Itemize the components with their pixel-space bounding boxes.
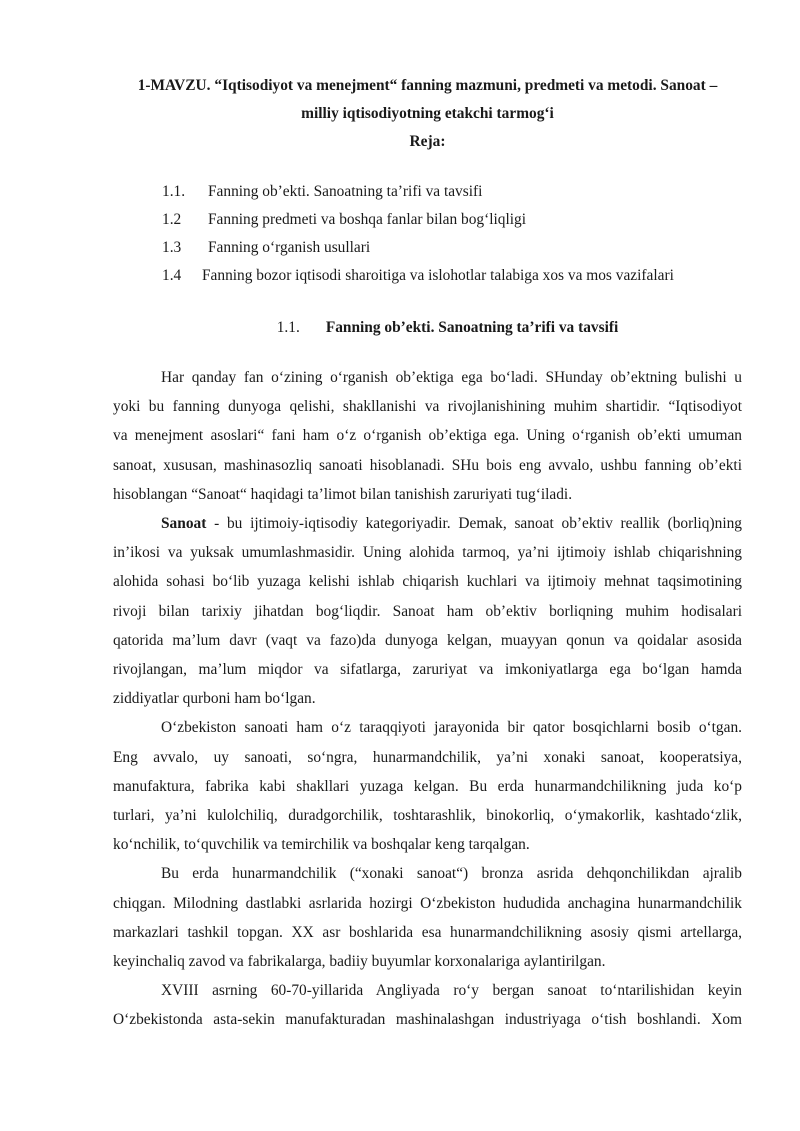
paragraph-line: rivoji bilan tarixiy jihatdan bog‘liqdir. Sanoat ham ob’ektiv borliqning muhim hodisalari xyxy=(113,602,742,620)
paragraph-line: Har qanday fan o‘zining o‘rganish ob’ektiga ega bo‘ladi. SHunday ob’ektning bulishi u xyxy=(161,369,742,386)
plan-heading: Reja: xyxy=(409,133,446,150)
paragraph-line: markazlari tashkil topgan. XX asr boshlarida esa hunarmandchilikning asosiy qismi artellarga, xyxy=(113,923,742,941)
plan-item-number: 1.2 xyxy=(162,211,182,228)
paragraph-line: in’ikosi va yuksak umumlashmasidir. Uning alohida tarmoq, ya’ni ijtimoiy ishlab chiqarishning xyxy=(113,544,742,562)
paragraph-5 xyxy=(113,976,742,1034)
term-sanoat: Sanoat xyxy=(161,515,207,533)
paragraph-line: yoki bu fanning dunyoga qelishi, shakllanishi va rivojlanishining muhim shartidir. “Iqtisodiyot xyxy=(113,398,742,416)
paragraph-line: sanoat, xususan, mashinasozliq sanoati hisoblanadi. SHu bois eng avvalo, ushbu fanning ob’ekti xyxy=(113,456,742,474)
paragraph-line: ziddiyatlar qurboni ham bo‘lgan. xyxy=(113,690,316,708)
paragraph-1 xyxy=(113,363,742,509)
plan-item-text: Fanning ob’ekti. Sanoatning ta’rifi va tavsifi xyxy=(208,183,483,200)
paragraph-line: rivojlangan, ma’lum miqdor va sifatlarga, zaruriyat va imkoniyatlarga ega bo‘lgan hamda xyxy=(113,661,742,679)
paragraph-line: keyinchaliq zavod va fabrikalarga, badiiy buyumlar korxonalariga aylantirilgan. xyxy=(113,953,606,971)
paragraph-line: Bu erda hunarmandchilik (“xonaki sanoat“) bronza asrida dehqonchilikdan ajralib xyxy=(161,865,742,883)
paragraph-line: turlari, ya’ni kulolchiliq, duradgorchilik, toshtarashlik, binokorliq, o‘ymakorlik, kashtado‘zlik, xyxy=(113,807,742,825)
paragraph-line-text: - bu ijtimoiy-iqtisodiy kategoriyadir. Demak, sanoat ob’ektiv reallik (borliq)ning xyxy=(206,515,742,533)
plan-item-text: Fanning predmeti va boshqa fanlar bilan bog‘liqligi xyxy=(208,211,527,228)
paragraph-line: XVIII asrning 60-70-yillarida Angliyada ro‘y bergan sanoat to‘ntarilishidan keyin xyxy=(161,982,742,1000)
paragraph-line: ko‘nchilik, to‘quvchilik va temirchilik va boshqalar keng tarqalgan. xyxy=(113,836,530,854)
plan-item xyxy=(162,262,742,290)
plan-item xyxy=(162,206,742,234)
paragraph-line: alohida sohasi bo‘lib yuzaga kelishi ishlab chiqarish kuchlari va ijtimoiy mehnat taqsimotining xyxy=(113,573,742,591)
plan-item xyxy=(162,178,742,206)
paragraph-line: qatorida ma’lum davr (vaqt va fazo)da dunyoga kelgan, muayyan qonun va qoidalar asosida xyxy=(113,631,742,649)
paragraph-line: hisoblangan “Sanoat“ haqidagi ta’limot bilan tanishish zaruriyati tug‘iladi. xyxy=(113,485,573,503)
section-number: 1.1. xyxy=(276,319,300,336)
plan-item xyxy=(162,234,742,262)
plan-item-number: 1.4 xyxy=(162,267,182,284)
body-text xyxy=(113,363,742,1035)
title-line-1: 1-MAVZU. “Iqtisodiyot va menejment“ fanning mazmuni, predmeti va metodi. Sanoat – xyxy=(137,77,718,94)
plan-item-text: Fanning o‘rganish usullari xyxy=(208,239,371,256)
section-title: Fanning ob’ekti. Sanoatning ta’rifi va tavsifi xyxy=(325,319,619,336)
paragraph-line: O‘zbekistonda asta-sekin manufakturadan mashinalashgan industriyaga o‘tish boshlandi. Xom xyxy=(113,1011,742,1029)
title-line-2: milliy iqtisodiyotning etakchi tarmog‘i xyxy=(301,105,554,122)
paragraph-line: va menejment asoslari“ fani ham o‘z o‘rganish ob’ektiga ega. Uning o‘rganish ob’ekti umuman xyxy=(113,427,742,445)
paragraph-2 xyxy=(113,509,742,713)
paragraph-3 xyxy=(113,713,742,859)
paragraph-line: manufaktura, fabrika kabi shakllari yuzaga kelgan. Bu erda hunarmandchilikning juda ko‘p xyxy=(113,777,742,795)
section-heading xyxy=(113,314,742,342)
plan-list xyxy=(113,178,742,290)
plan-item-text: Fanning bozor iqtisodi sharoitiga va islohotlar talabiga xos va mos vazifalari xyxy=(202,267,674,284)
plan-item-number: 1.3 xyxy=(162,239,182,256)
paragraph-4 xyxy=(113,859,742,976)
paragraph-line xyxy=(113,509,742,538)
paragraph-line: chiqgan. Milodning dastlabki asrlarida hozirgi O‘zbekiston hududida anchagina hunarmandchilik xyxy=(113,894,742,912)
document-title xyxy=(113,72,742,156)
plan-item-number: 1.1. xyxy=(162,183,186,200)
paragraph-line: Eng avvalo, uy sanoati, so‘ngra, hunarmandchilik, ya’ni xonaki sanoat, kooperatsiya, xyxy=(113,748,742,766)
paragraph-line: O‘zbekiston sanoati ham o‘z taraqqiyoti jarayonida bir qator bosqichlarni bosib o‘tgan. xyxy=(161,719,742,737)
